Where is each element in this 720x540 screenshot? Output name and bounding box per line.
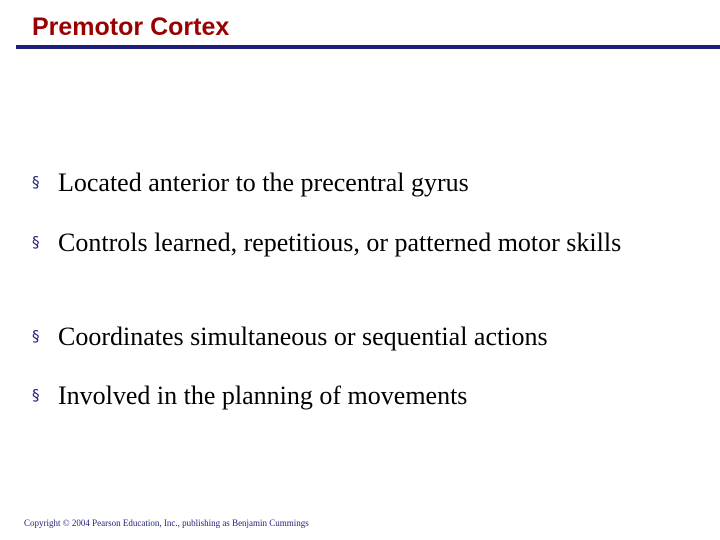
copyright-notice: Copyright © 2004 Pearson Education, Inc., publishing as Benjamin Cummings [24, 518, 309, 528]
bullet-marker-icon: § [32, 327, 40, 345]
bullet-item [32, 165, 682, 200]
bullet-item [32, 225, 682, 260]
bullet-marker-icon: § [32, 233, 40, 251]
slide-title: Premotor Cortex [32, 13, 230, 41]
title-underline-rule [16, 45, 720, 49]
bullet-item [32, 378, 682, 413]
bullet-marker-icon: § [32, 386, 40, 404]
bullet-text: Coordinates simultaneous or sequential actions [58, 322, 548, 351]
bullet-text: Controls learned, repetitious, or patterned motor skills [58, 228, 622, 257]
bullet-item [32, 319, 682, 354]
bullet-marker-icon: § [32, 173, 40, 191]
bullet-text: Located anterior to the precentral gyrus [58, 168, 469, 197]
bullet-text: Involved in the planning of movements [58, 381, 468, 410]
